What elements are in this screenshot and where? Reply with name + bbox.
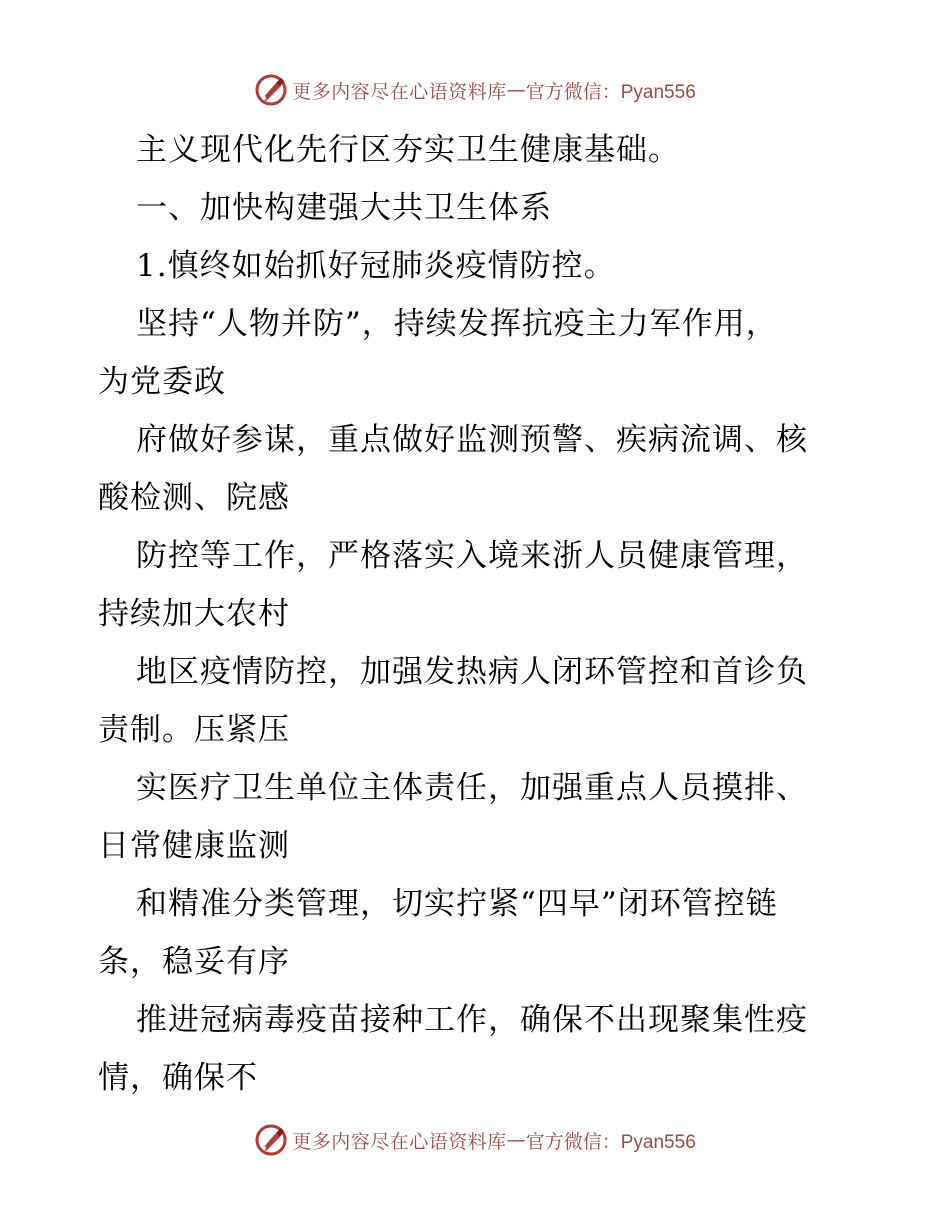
watermark-text: 更多内容尽在心语资料库 xyxy=(292,80,507,103)
document-body xyxy=(98,121,858,1107)
watermark-separator: — xyxy=(506,79,526,101)
text-line: 防控等工作，严格落实入境来浙人员健康管理， xyxy=(136,538,808,574)
watermark-contact: 官方微信：Pyan556 xyxy=(525,1131,696,1153)
text-line: 日常健康监测 xyxy=(98,828,290,864)
text-line: 实医疗卫生单位主体责任，加强重点人员摸排、 xyxy=(136,770,808,806)
text-line: 为党委政 xyxy=(98,364,226,400)
pen-logo-icon xyxy=(254,1123,288,1157)
watermark-separator: — xyxy=(506,1129,526,1151)
text-line: 条，稳妥有序 xyxy=(98,944,290,980)
text-line: 酸检测、院感 xyxy=(98,480,290,516)
text-line: 坚持“人物并防”，持续发挥抗疫主力军作用， xyxy=(136,306,778,342)
text-line: 地区疫情防控，加强发热病人闭环管控和首诊负 xyxy=(136,654,808,690)
watermark-contact: 官方微信：Pyan556 xyxy=(525,81,696,103)
pen-logo-icon xyxy=(254,73,288,107)
footer-watermark xyxy=(0,1120,950,1160)
section-heading: 一、加快构建强大共卫生体系 xyxy=(136,190,552,226)
text-line: 和精准分类管理，切实拧紧“四早”闭环管控链 xyxy=(136,886,778,922)
text-line: 情，确保不 xyxy=(98,1060,258,1096)
subsection-heading: 1.慎终如始抓好冠肺炎疫情防控。 xyxy=(136,248,616,284)
text-line: 府做好参谋，重点做好监测预警、疾病流调、核 xyxy=(136,422,808,458)
text-line: 推进冠病毒疫苗接种工作，确保不出现聚集性疫 xyxy=(136,1002,808,1038)
text-line: 主义现代化先行区夯实卫生健康基础。 xyxy=(136,132,680,168)
header-watermark xyxy=(0,70,950,110)
text-line: 责制。压紧压 xyxy=(98,712,290,748)
text-line: 持续加大农村 xyxy=(98,596,290,632)
watermark-text: 更多内容尽在心语资料库 xyxy=(292,1130,507,1153)
